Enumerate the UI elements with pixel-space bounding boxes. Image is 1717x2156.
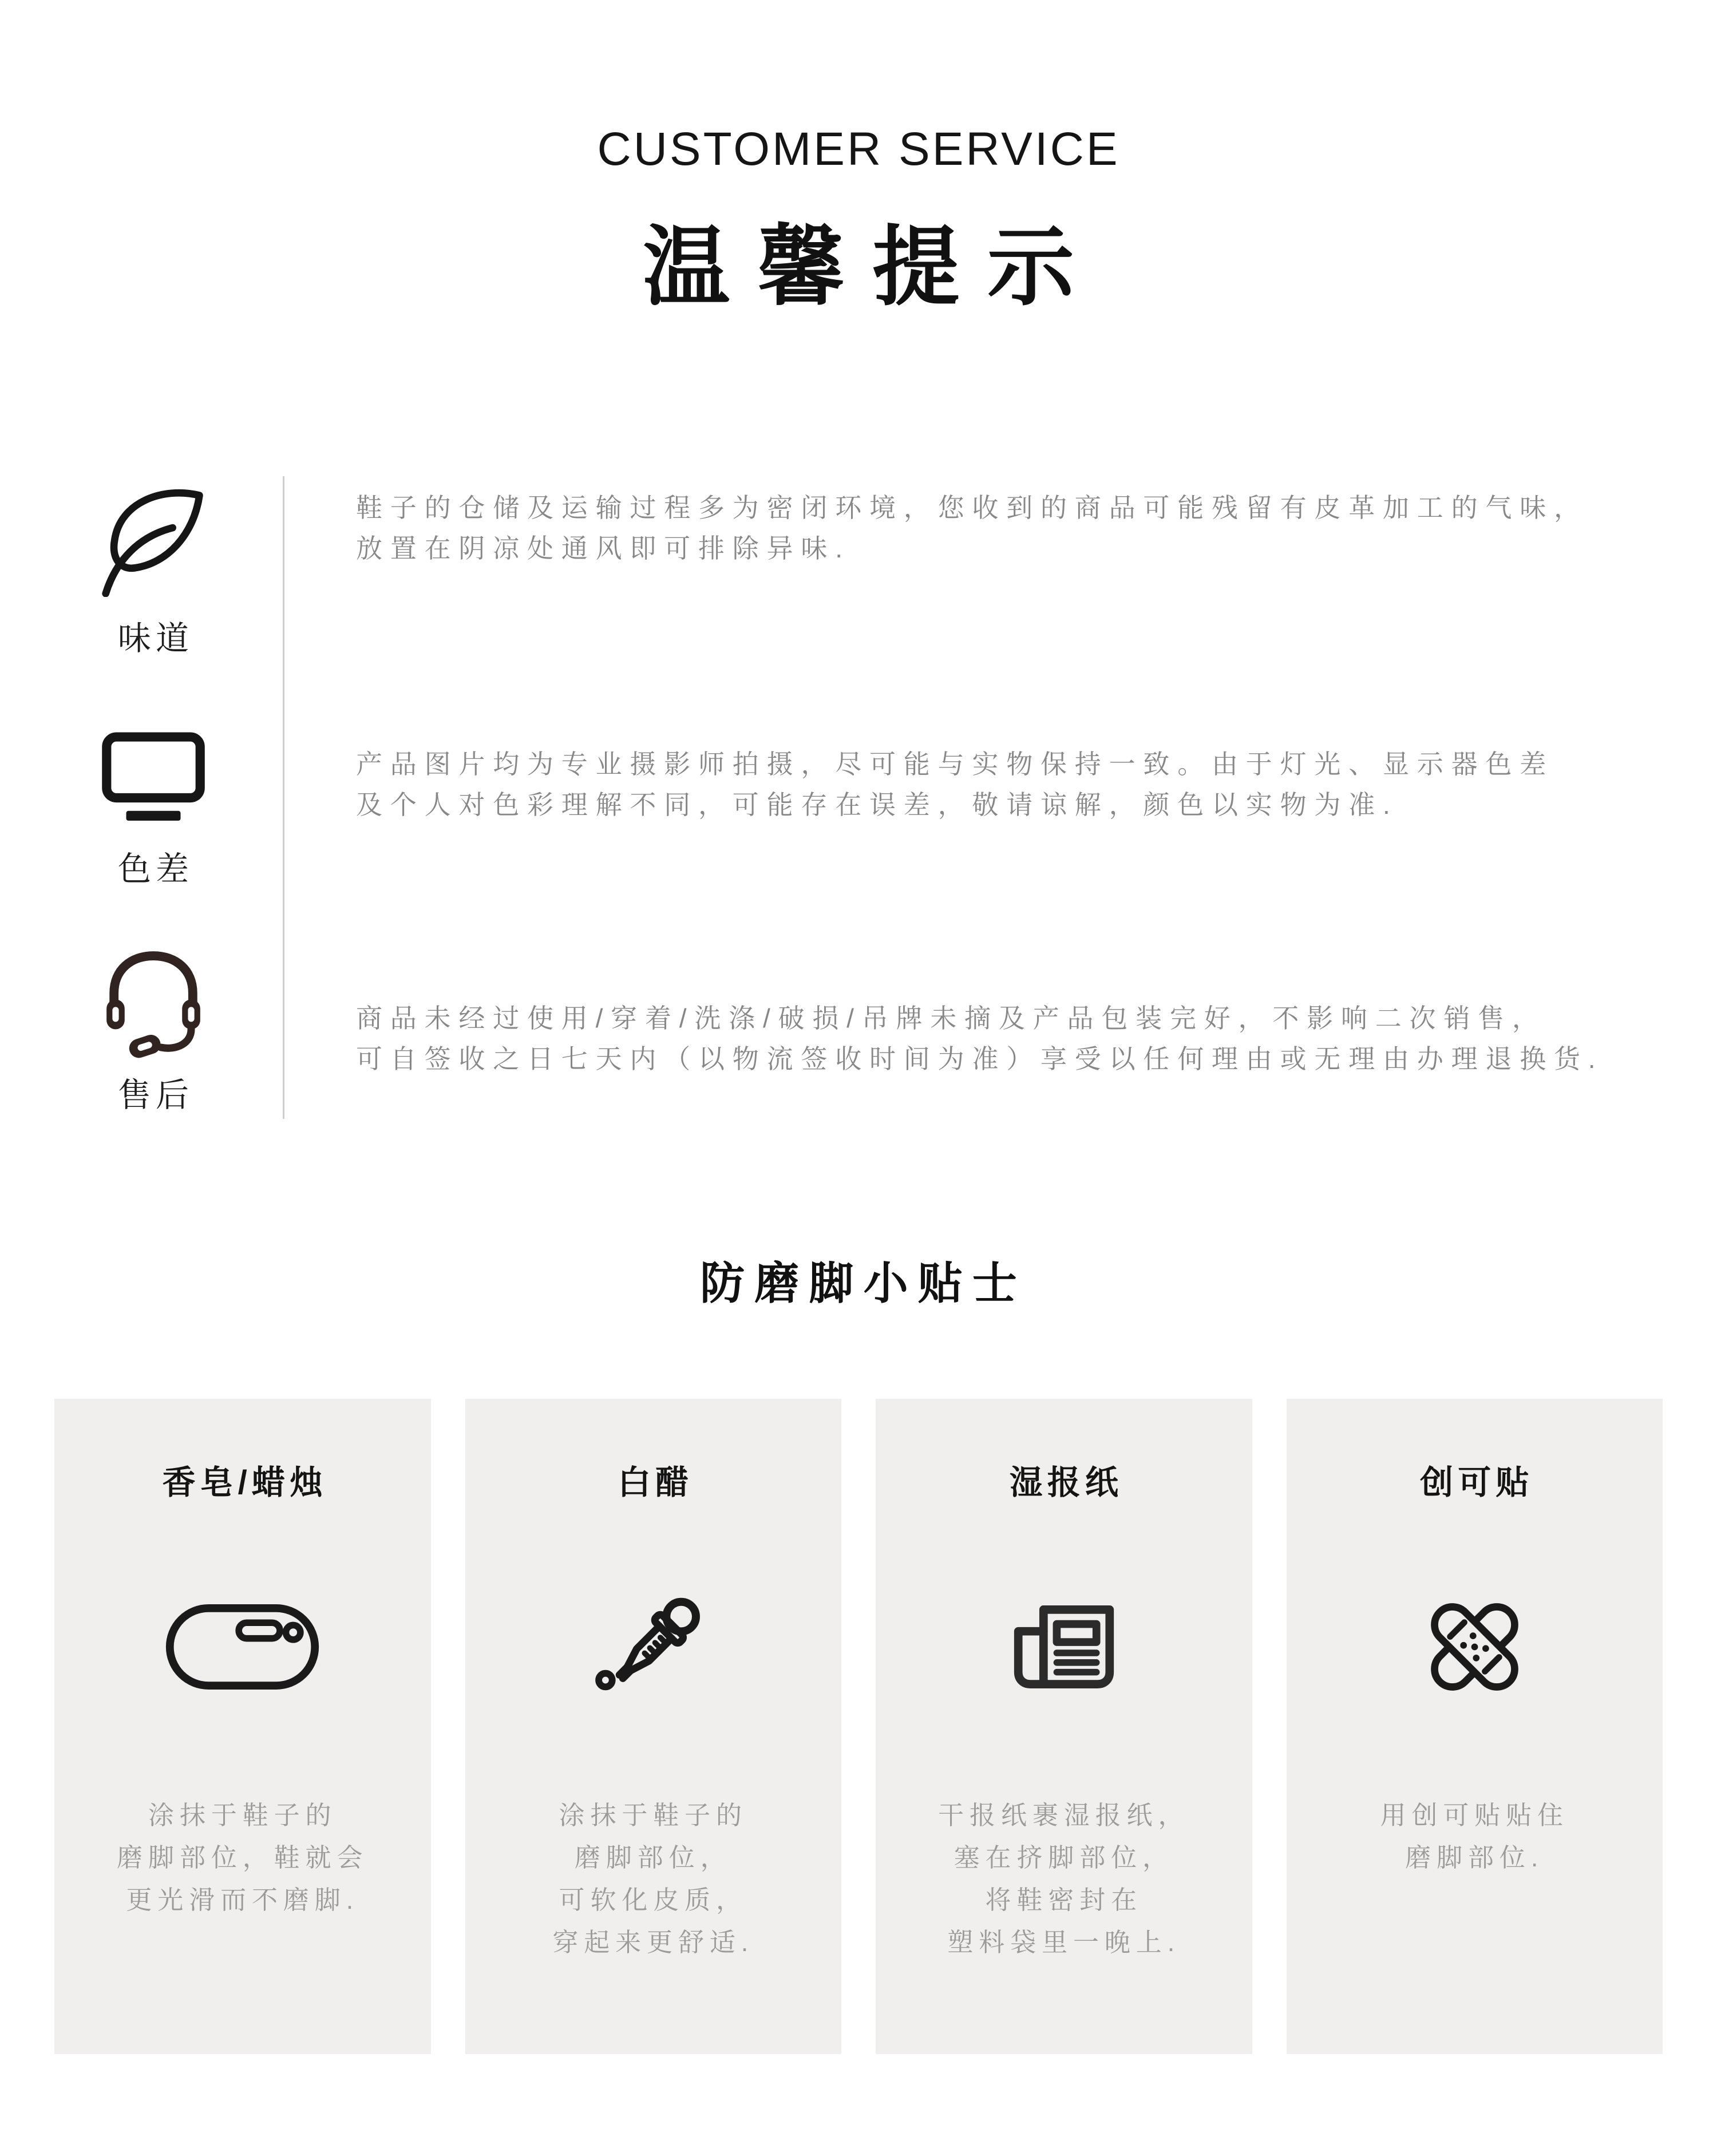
desc-line: 穿起来更舒适. xyxy=(552,1928,754,1957)
tip-card-vinegar xyxy=(465,1399,842,2054)
desc-line: 涂抹于鞋子的 xyxy=(148,1801,337,1830)
tip-card-newspaper xyxy=(876,1399,1252,2054)
desc-line: 涂抹于鞋子的 xyxy=(559,1801,747,1830)
desc-line: 塑料袋里一晚上. xyxy=(947,1928,1181,1957)
desc-line: 可软化皮质， xyxy=(559,1885,747,1914)
desc-line: 塞在挤脚部位， xyxy=(954,1843,1174,1872)
tip-card-soap xyxy=(54,1399,431,2054)
notice-item-color xyxy=(90,728,216,889)
notice-label-smell: 味道 xyxy=(117,620,194,657)
notice-section xyxy=(0,476,1717,1119)
tip-card-title: 香皂/蜡烛 xyxy=(162,1464,328,1501)
newspaper-icon xyxy=(876,1585,1252,1708)
bandaid-icon xyxy=(1287,1585,1663,1708)
desc-line: 磨脚部位， xyxy=(574,1843,732,1872)
tip-card-desc xyxy=(465,1794,842,1964)
paragraph-line: 放置在阴凉处通风即可排除异味. xyxy=(356,533,850,563)
leaf-icon xyxy=(90,485,216,597)
notice-item-aftersales xyxy=(90,944,216,1115)
tip-card-title: 白醋 xyxy=(618,1464,694,1501)
tip-card-desc xyxy=(54,1794,431,1921)
tip-card-desc xyxy=(1287,1794,1663,1879)
monitor-icon xyxy=(90,728,216,824)
paragraph-line: 鞋子的仓储及运输过程多为密闭环境，您收到的商品可能残留有皮革加工的气味， xyxy=(356,493,1588,523)
desc-line: 磨脚部位，鞋就会 xyxy=(117,1843,369,1872)
notice-text-color xyxy=(356,744,1667,825)
soap-icon xyxy=(54,1585,431,1708)
paragraph-line: 及个人对色彩理解不同，可能存在误差，敬请谅解，颜色以实物为准. xyxy=(356,790,1398,820)
desc-line: 用创可贴贴住 xyxy=(1380,1801,1569,1830)
paragraph-line: 商品未经过使用/穿着/洗涤/破损/吊牌未摘及产品包装完好，不影响二次销售， xyxy=(356,1003,1546,1033)
notice-item-smell xyxy=(90,485,216,658)
page-title: 温馨提示 xyxy=(643,219,1102,316)
notice-text-aftersales xyxy=(356,998,1667,1079)
paragraph-line: 可自签收之日七天内（以物流签收时间为准）享受以任何理由或无理由办理退换货. xyxy=(356,1044,1604,1074)
tip-card-desc xyxy=(876,1794,1252,1964)
notice-label-color: 色差 xyxy=(117,850,194,888)
headset-icon xyxy=(90,944,216,1067)
desc-line: 磨脚部位. xyxy=(1405,1843,1544,1872)
tip-card-title: 湿报纸 xyxy=(1009,1464,1123,1501)
desc-line: 将鞋密封在 xyxy=(985,1885,1142,1914)
desc-line: 干报纸裹湿报纸， xyxy=(938,1801,1190,1830)
tips-cards xyxy=(54,1399,1663,2054)
vertical-divider xyxy=(283,476,284,1119)
tip-card-bandaid xyxy=(1287,1399,1663,2054)
tip-card-title: 创可贴 xyxy=(1420,1464,1534,1501)
notice-label-aftersales: 售后 xyxy=(117,1077,194,1114)
notice-text-smell xyxy=(356,488,1667,569)
paragraph-line: 产品图片均为专业摄影师拍摄，尽可能与实物保持一致。由于灯光、显示器色差 xyxy=(356,749,1554,779)
dropper-icon xyxy=(465,1585,842,1708)
eyebrow-title: CUSTOMER SERVICE xyxy=(597,123,1120,175)
tips-section-title: 防磨脚小贴士 xyxy=(700,1258,1027,1308)
desc-line: 更光滑而不磨脚. xyxy=(126,1885,359,1914)
